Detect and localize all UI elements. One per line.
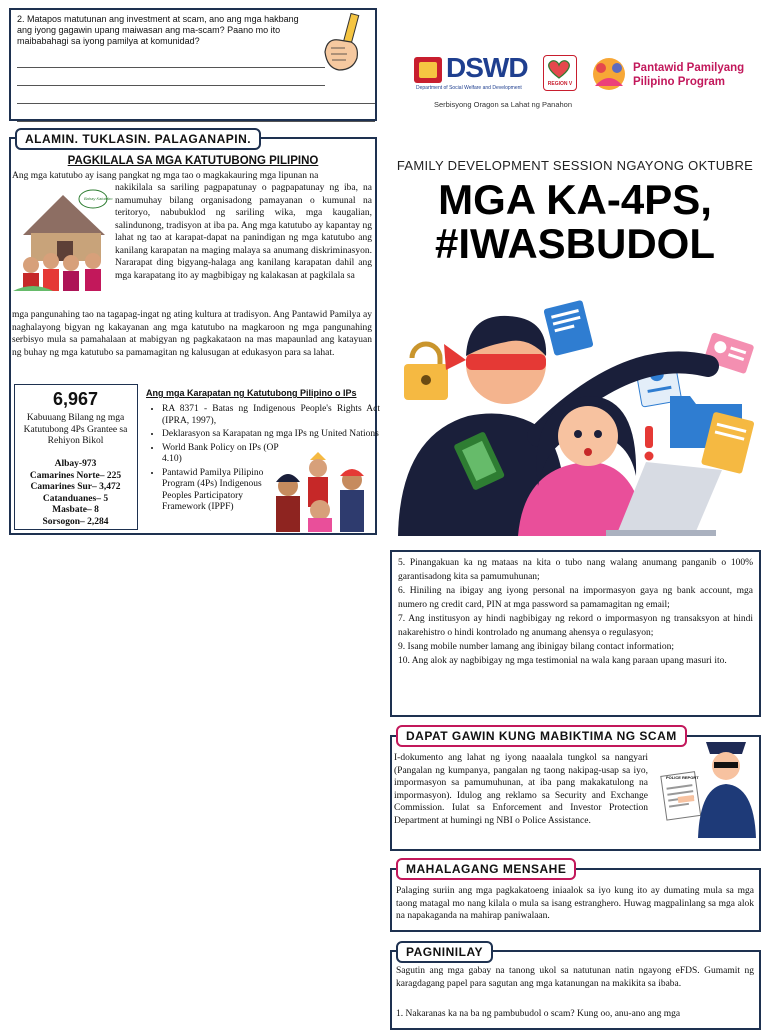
scam-text: I-dokumento ang lahat ng iyong naaalala tungkol sa nangyari (Pangalan ng kumpanya, pangalan ng taong nakipag-usap sa iyo, impormasyon sa pamumuhunan, at iba pang makakatulong na impormasyon). Idulog ang reklamo sa Security and Exchange Commission. Iulat sa Enforcement and Investor Protection Department at humingi ng NBI o Police Assistance. (394, 753, 648, 826)
police-officer-illustration (658, 738, 760, 838)
province-item: Albay-973 (54, 459, 97, 469)
question-text: 2. Matapos matutunan ang investment at scam, ano ang mga hakbang ang iyong gagawin upang maiwasan ang ma-scam? Paano mo ito maibabahagi sa iyong pamilya at komunidad? (17, 14, 299, 46)
province-item: Masbate– 8 (52, 505, 99, 515)
pagninilay-tag: PAGNINILAY (396, 941, 493, 963)
heart-icon (544, 58, 574, 80)
pagninilay-item1: 1. Nakaranas ka na ba ng pambubudol o scam? Kung oo, anu-ano ang mga (396, 1009, 681, 1019)
title-line1: MGA KA-4PS, (438, 176, 712, 223)
stat-label: Kabuuang Bilang ng mga Katutubong 4Ps Grantee sa Rehiyon Bikol (23, 413, 128, 446)
province-item: Catanduanes– 5 (42, 493, 109, 504)
pantawid-line1: Pantawid Pamilyang (633, 62, 745, 74)
page-number: 6 (366, 518, 372, 528)
stats-box (14, 384, 138, 530)
province-list (19, 459, 132, 528)
intro-first: Ang mga katutubo ay isang pangkat ng mga tao o magkakauring mga lipunan na (12, 171, 319, 181)
tagline: Serbisyong Oragon sa Lahat ng Panahon (434, 100, 573, 109)
indigenous-portraits-illustration (270, 452, 374, 532)
intro-para: nakikilala sa sariling pagpapatunay o pagpapatunay ng iba, na namumuhay bilang organisadong pamayanan o kumunal na teritoryo, nabubuklod ng sariling wika, mga kaugalian, salindunong, tradisyon at iba pa. Ang mga katutubo ay kapantay ng lahat ng tao at karapat-dapat na panindigan ng mga katutubo ang kanilang karapatan na maging malaya sa anumang diskriminasyon. Nararapat ding bigyang-halaga ang kanilang karapatan dahil ang mga karapatang ito ay magbibigay ng kalakasan at pagkilala sa (115, 183, 372, 281)
rights-item: • World Bank Policy on IPs (OP 4.10) (162, 443, 292, 466)
dswd-subtitle: Department of Social Welfare and Development (416, 85, 522, 91)
warning-signs-list (398, 556, 753, 668)
list-item: 9. Isang mobile number lamang ang ibinigay bilang contact information; (398, 642, 674, 652)
scam-tag: DAPAT GAWIN KUNG MABIKTIMA NG SCAM (396, 725, 687, 747)
padlock-icon (404, 344, 448, 400)
mensahe-text: Palaging suriin ang mga pagkakatoeng iniaalok sa iyo kung ito ay dumating mula sa mga taong matagal mo nang kilala o mula sa isang estranghero. Huwag magpalinlang sa mga alok na napakaganda na mahirap paniwalaan. (396, 886, 754, 921)
list-item: 5. Pinangakuan ka ng mataas na kita o tubo nang walang anumang panganib o 100% garantisadong kita sa pamumuhunan; (398, 558, 753, 582)
alamin-tag: ALAMIN. TUKLASIN. PALAGANAPIN. (15, 128, 261, 150)
rights-item: • Deklarasyon sa Karapatan ng mga IPs ng United Nations (162, 429, 380, 441)
pencil-hand-icon (317, 12, 369, 74)
question-box (9, 8, 377, 121)
list-item: 7. Ang institusyon ay hindi nagbibigay ng rekord o impormasyon ng transaksyon at hindi nakarehistro o hindi kontrolado ng anumang ahensya o regulasyon; (398, 614, 753, 638)
dswd-brand: DSWD (446, 52, 528, 83)
rights-item: • RA 8371 - Batas ng Indigenous People's Rights Act (IPRA, 1997), (162, 404, 380, 427)
session-label: FAMILY DEVELOPMENT SESSION NGAYONG OKTUBRE (396, 158, 754, 173)
region-logo (543, 55, 577, 91)
rights-item: • Pantawid Pamilya Pilipino Program (4Ps) Indigenous Peoples Participatory Framework (IPPF) (162, 468, 280, 514)
list-item: 6. Hiniling na ibigay ang iyong personal na impormasyon gaya ng bank account, mga numero ng credit card, PIN at mga password sa pamamagitan ng email; (398, 586, 753, 610)
province-item: Camarines Sur– 3,472 (30, 482, 121, 492)
title-line2: #IWASBUDOL (434, 220, 715, 267)
list-item: 10. Ang alok ay nagbibigay ng mga testimonial na wala kang paraan upang masuri ito. (398, 656, 727, 666)
pantawid-family-icon (587, 56, 631, 92)
stat-number: 6,967 (52, 389, 99, 409)
province-item: Sorsogon– 2,284 (42, 516, 109, 527)
intro-rest: mga pangunahing tao na tagapag-ingat ng ating kultura at tradisyon. Ang Pantawid Pamilya ay naghalayong bigyan ng kakayanan ang mga katutubo na magkaroon ng mga pangunahing serbisyo mula sa pamahalaan at mabigyan ng pagkakataon na mas mapaunlad ang katayuan ng buhay ng mga katutubo sa pamamagitan ng kalusugan at edukasyon para sa lahat. (12, 310, 372, 358)
mensahe-tag: MAHALAGANG MENSAHE (396, 858, 576, 880)
pantawid-line2: Pilipino Program (633, 76, 726, 88)
province-item: Camarines Norte– 225 (29, 470, 122, 481)
warning-icon (645, 426, 654, 461)
police-report-label: POLICE REPORT (666, 775, 699, 780)
warning-signs-box (390, 550, 761, 717)
pantawid-logo (587, 56, 767, 92)
alamin-heading: PAGKILALA SA MGA KATUTUBONG PILIPINO (67, 155, 319, 167)
scammer-illustration (388, 286, 766, 536)
dswd-emblem-inner (419, 62, 437, 78)
bahay-sign: Bahay Katutubo (84, 196, 113, 201)
region-label: REGION V (547, 81, 573, 87)
dswd-logo (414, 52, 538, 92)
rights-heading: Ang mga Karapatan ng Katutubong Pilipino o IPs (146, 388, 357, 398)
pagninilay-text: Sagutin ang mga gabay na tanong ukol sa natutunan natin ngayong eFDS. Gumamit ng karagdagang papel para sagutan ang mga katanungan na makikita sa ibaba. (396, 966, 754, 989)
document-icon (543, 300, 593, 356)
